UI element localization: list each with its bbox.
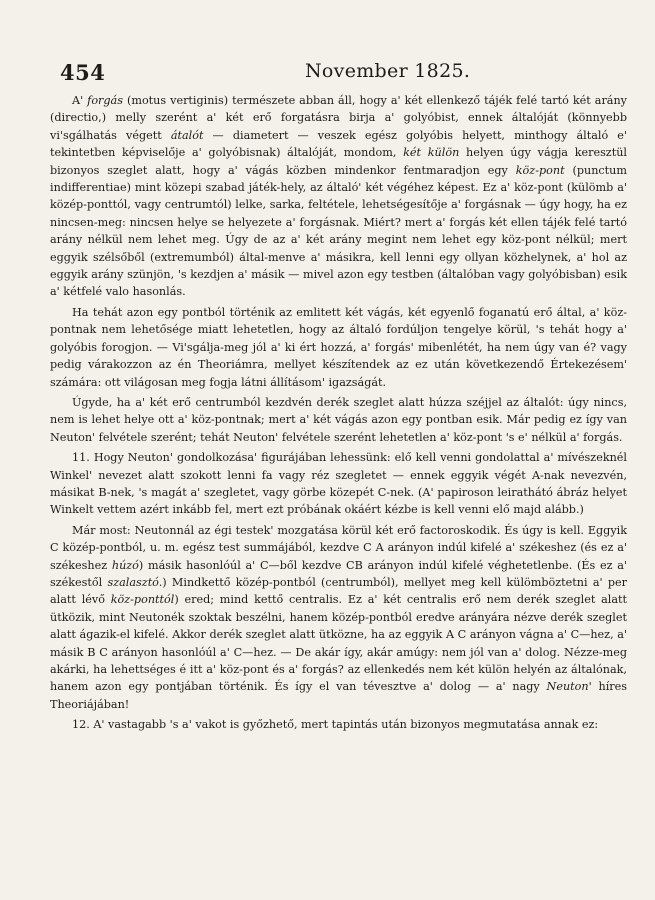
text-run: ) ered; mind kettő centralis. Ez a' két centralis erő nem derék szeglet alatt ütközik, mint Neutonék szoktak beszélni, hanem közép-pontból eredve arányára nézve derék szeglet alatt ágazik-el kifelé. Akkor derék szeglet alatt ütközne, ha az eggyik A C arányon vágna a' C—hez, a' másik B C arányon hasonlóúl a' C—hez. — De akár így, akár amúgy: nem jól van a' dolog. Nézze-meg akárki, ha lehettséges é itt a' köz-pont és a' forgás? az ellenkedés nem két külön helyén az általónak, hanem azon egy pontjában történik. És így el van tévesztve a' dolog — a' nagy: [50, 593, 628, 694]
italic-term: forgás: [87, 94, 123, 107]
italic-term: két külön: [403, 146, 460, 160]
italic-term: köz-pont: [515, 163, 565, 177]
text-run: 12. A' vastagabb 's a' vakot is győzhető, mert tapintás után bizonyos megmutatása annak ez:: [72, 718, 599, 732]
paragraph-ha-tehat: [50, 304, 627, 391]
text-run: — diametert — veszek egész golyóbis helyett, minthogy általó e' tekintetben képviselője a' golyóbisnak) általóját, mondom,: [50, 128, 627, 160]
text-run: (motus vertiginis) természete abban áll, hogy a' két ellenkező tájék felé tartó két arány (directio,) melly szerént a' két erő forgatásra birja a' golyóbist, ennek általóját (könnyebb vi'sgálhatás végett: [50, 94, 627, 142]
paragraph-forgas: [50, 92, 627, 301]
text-run: ) Mindkettő közép-pontból (centrumból), mellyet meg kell külömböztetni a' per alatt lévő: [50, 575, 627, 607]
text-run: 11. Hogy Neuton' gondolkozása' figurájában lehessünk: elő kell venni gondolattal a' mívészeknél Winkel' nevezet alatt szokott lenni fa vagy réz szegletet — ennek eggyik végét A-nak nevezvén, másikat B-nek, 's magát a' szegletet, vagy görbe közepét C-nek. (A' papiroson leirathátó ábráz helyet Winkelt vettem azért inkább fel, mert ezt próbának okáért kézbe is kell venni elő majd alább.): [50, 451, 627, 517]
body-text: [50, 92, 627, 734]
text-run: ) másik hasonlóúl a' C—ből kezdve CB arányon indúl kifelé véghetetlenbe. (És ez a' székestől: [50, 558, 627, 589]
italic-term: Neuton': [546, 680, 592, 694]
paragraph-mar-most: [50, 522, 627, 713]
text-run: helyen úgy vágja keresztül bizonyos szeglet alatt, hogy a' vágás közben mindenkor fentmaradjon egy: [50, 146, 627, 177]
text-run: A': [72, 94, 88, 107]
text-run: (punctum indifferentiae) mint közepi szabad játék-hely, az általó' két végéhez képest. Ez a' köz-pont (külömb a' közép-ponttól, vagy centrumtól) lelke, sarka, feltétele, lehetségesítője a' forgásnak — úgy hogy, ha ez nincsen-meg: nincsen helye se helyezete a' forgásnak. Miért? mert a' forgás két ellen tájék felé tartó arány nélkül nem lehet meg. Úgy de az a' két arány megint nem lehet egy köz-pont nélkül; mert eggyik szélsőből (extremumból) által-menve a' másikra, kell lenni egy ollyan közhelynek, a' hol az eggyik arány szünjön, 's kezdjen a' másik — mivel azon egy testben (általóban vagy golyóbisban) esik a' kétfelé valo hasonlás.: [50, 163, 627, 299]
italic-term: átalót: [170, 128, 204, 142]
page-number: 454: [60, 60, 106, 85]
text-run: Már most: Neutonnál az égi testek' mozgatása körül két erő factoroskodik. És úgy is kell. Eggyik C közép-pontból, u. m. egész test summájából, kezdve C A arányon indúl kifelé a' székeshez (és ez a' székeshez: [50, 523, 627, 572]
text-run: híres Theoriájában!: [50, 680, 627, 711]
italic-term: húzó: [111, 558, 139, 572]
text-run: Úgyde, ha a' két erő centrumból kezdvén derék szeglet alatt húzza széjjel az általót: úgy nincs, nem is lehet helye ott a' köz-pontnak; mert a' két vágás azon egy pontban esik. Már pedig ez így van Neuton' felvétele szerént; tehát Neuton' felvétele szerént lehetetlen a' köz-pont 's e' nélkül a' forgás.: [50, 395, 627, 444]
page-header: [50, 58, 627, 92]
paragraph-12: [50, 716, 627, 733]
running-title: November 1825.: [305, 60, 471, 82]
italic-term: köz-ponttól: [110, 593, 175, 607]
text-run: Ha tehát azon egy pontból történik az emlitett két vágás, két egyenlő foganatú erő által, a' köz-pontnak nem lehetősége miatt lehetetlen, hogy az általó fordúljon tengelye körül, 's tehát hogy a' golyóbis forogjon. — Vi'sgálja-meg jól a' ki ért hozzá, a' forgás' mibenlétét, ha nem úgy van é? vagy pedig várakozzon az én Theoriámra, mellyet készítendek az ez után következendő Értekezésem' számára: ott világosan meg fogja látni állításom' igazságát.: [50, 305, 627, 389]
italic-term: szalasztó.: [107, 575, 163, 589]
paragraph-11: [50, 449, 627, 519]
paragraph-ugyde: [50, 394, 627, 446]
